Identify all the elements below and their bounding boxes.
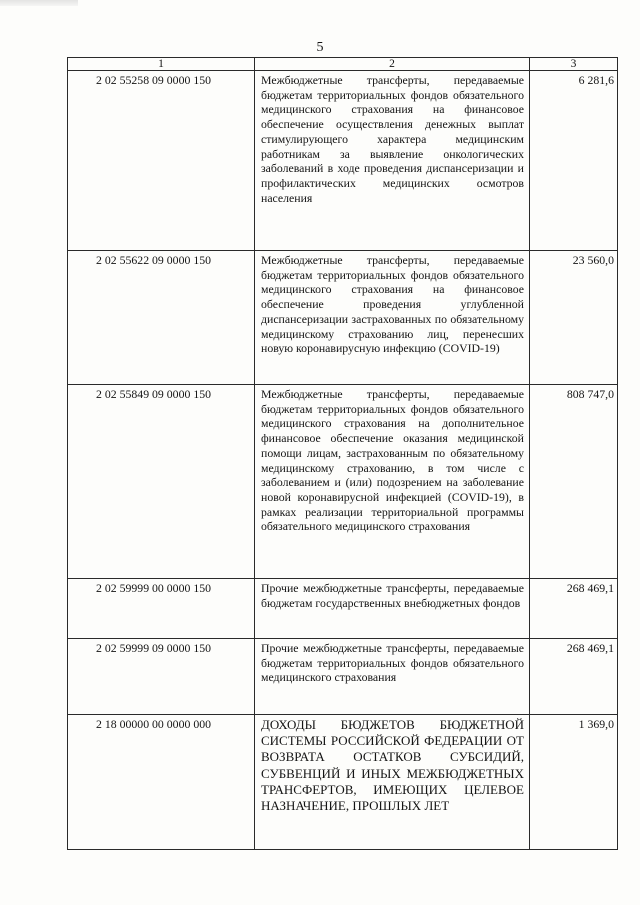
row-amount: 6 281,6	[530, 71, 618, 251]
row-code: 2 02 59999 09 0000 150	[68, 639, 255, 715]
table-row	[68, 385, 618, 579]
table-row	[68, 579, 618, 639]
table-row	[68, 251, 618, 385]
row-code: 2 02 55622 09 0000 150	[68, 251, 255, 385]
row-code: 2 02 55258 09 0000 150	[68, 71, 255, 251]
column-header-amount: 3	[530, 58, 618, 71]
table-row	[68, 639, 618, 715]
row-description: Прочие межбюджетные трансферты, передаваемые бюджетам государственных внебюджетных фондов	[255, 579, 530, 639]
row-amount: 23 560,0	[530, 251, 618, 385]
row-amount: 268 469,1	[530, 639, 618, 715]
row-description: Межбюджетные трансферты, передаваемые бюджетам территориальных фондов обязательного медицинского страхования на финансовое обеспечение проведения углубленной диспансеризации застрахованных по обязательному медицинскому страхованию лиц, перенесших новую коронавирусную инфекцию (COVID-19)	[255, 251, 530, 385]
row-description: Межбюджетные трансферты, передаваемые бюджетам территориальных фондов обязательного медицинского страхования на дополнительное финансовое обеспечение оказания медицинской помощи лицам, застрахованным по обязательному медицинскому страхованию, в том числе с заболеванием и (или) подозрением на заболевание новой коронавирусной инфекцией (COVID-19), в рамках реализации территориальной программы обязательного медицинского страхования	[255, 385, 530, 579]
page-number: 5	[316, 40, 324, 55]
row-code: 2 18 00000 00 0000 000	[68, 715, 255, 850]
row-code: 2 02 59999 00 0000 150	[68, 579, 255, 639]
row-description: Межбюджетные трансферты, передаваемые бюджетам территориальных фондов обязательного медицинского страхования на финансовое обеспечение осуществления денежных выплат стимулирующего характера медицинским работникам за выявление онкологических заболеваний в ходе проведения диспансеризации и профилактических медицинских осмотров населения	[255, 71, 530, 251]
row-amount: 268 469,1	[530, 579, 618, 639]
table-row	[68, 715, 618, 850]
column-header-code: 1	[68, 58, 255, 71]
scan-artifact	[0, 0, 78, 6]
row-code: 2 02 55849 09 0000 150	[68, 385, 255, 579]
row-amount: 1 369,0	[530, 715, 618, 850]
row-description: ДОХОДЫ БЮДЖЕТОВ БЮДЖЕТНОЙ СИСТЕМЫ РОССИЙСКОЙ ФЕДЕРАЦИИ ОТ ВОЗВРАТА ОСТАТКОВ СУБСИДИЙ, СУБВЕНЦИЙ И ИНЫХ МЕЖБЮДЖЕТНЫХ ТРАНСФЕРТОВ, ИМЕЮЩИХ ЦЕЛЕВОЕ НАЗНАЧЕНИЕ, ПРОШЛЫХ ЛЕТ	[255, 715, 530, 850]
column-header-description: 2	[255, 58, 530, 71]
row-amount: 808 747,0	[530, 385, 618, 579]
table-header-row	[68, 58, 618, 71]
row-description: Прочие межбюджетные трансферты, передаваемые бюджетам территориальных фондов обязательного медицинского страхования	[255, 639, 530, 715]
table-row	[68, 71, 618, 251]
budget-table	[67, 57, 618, 850]
